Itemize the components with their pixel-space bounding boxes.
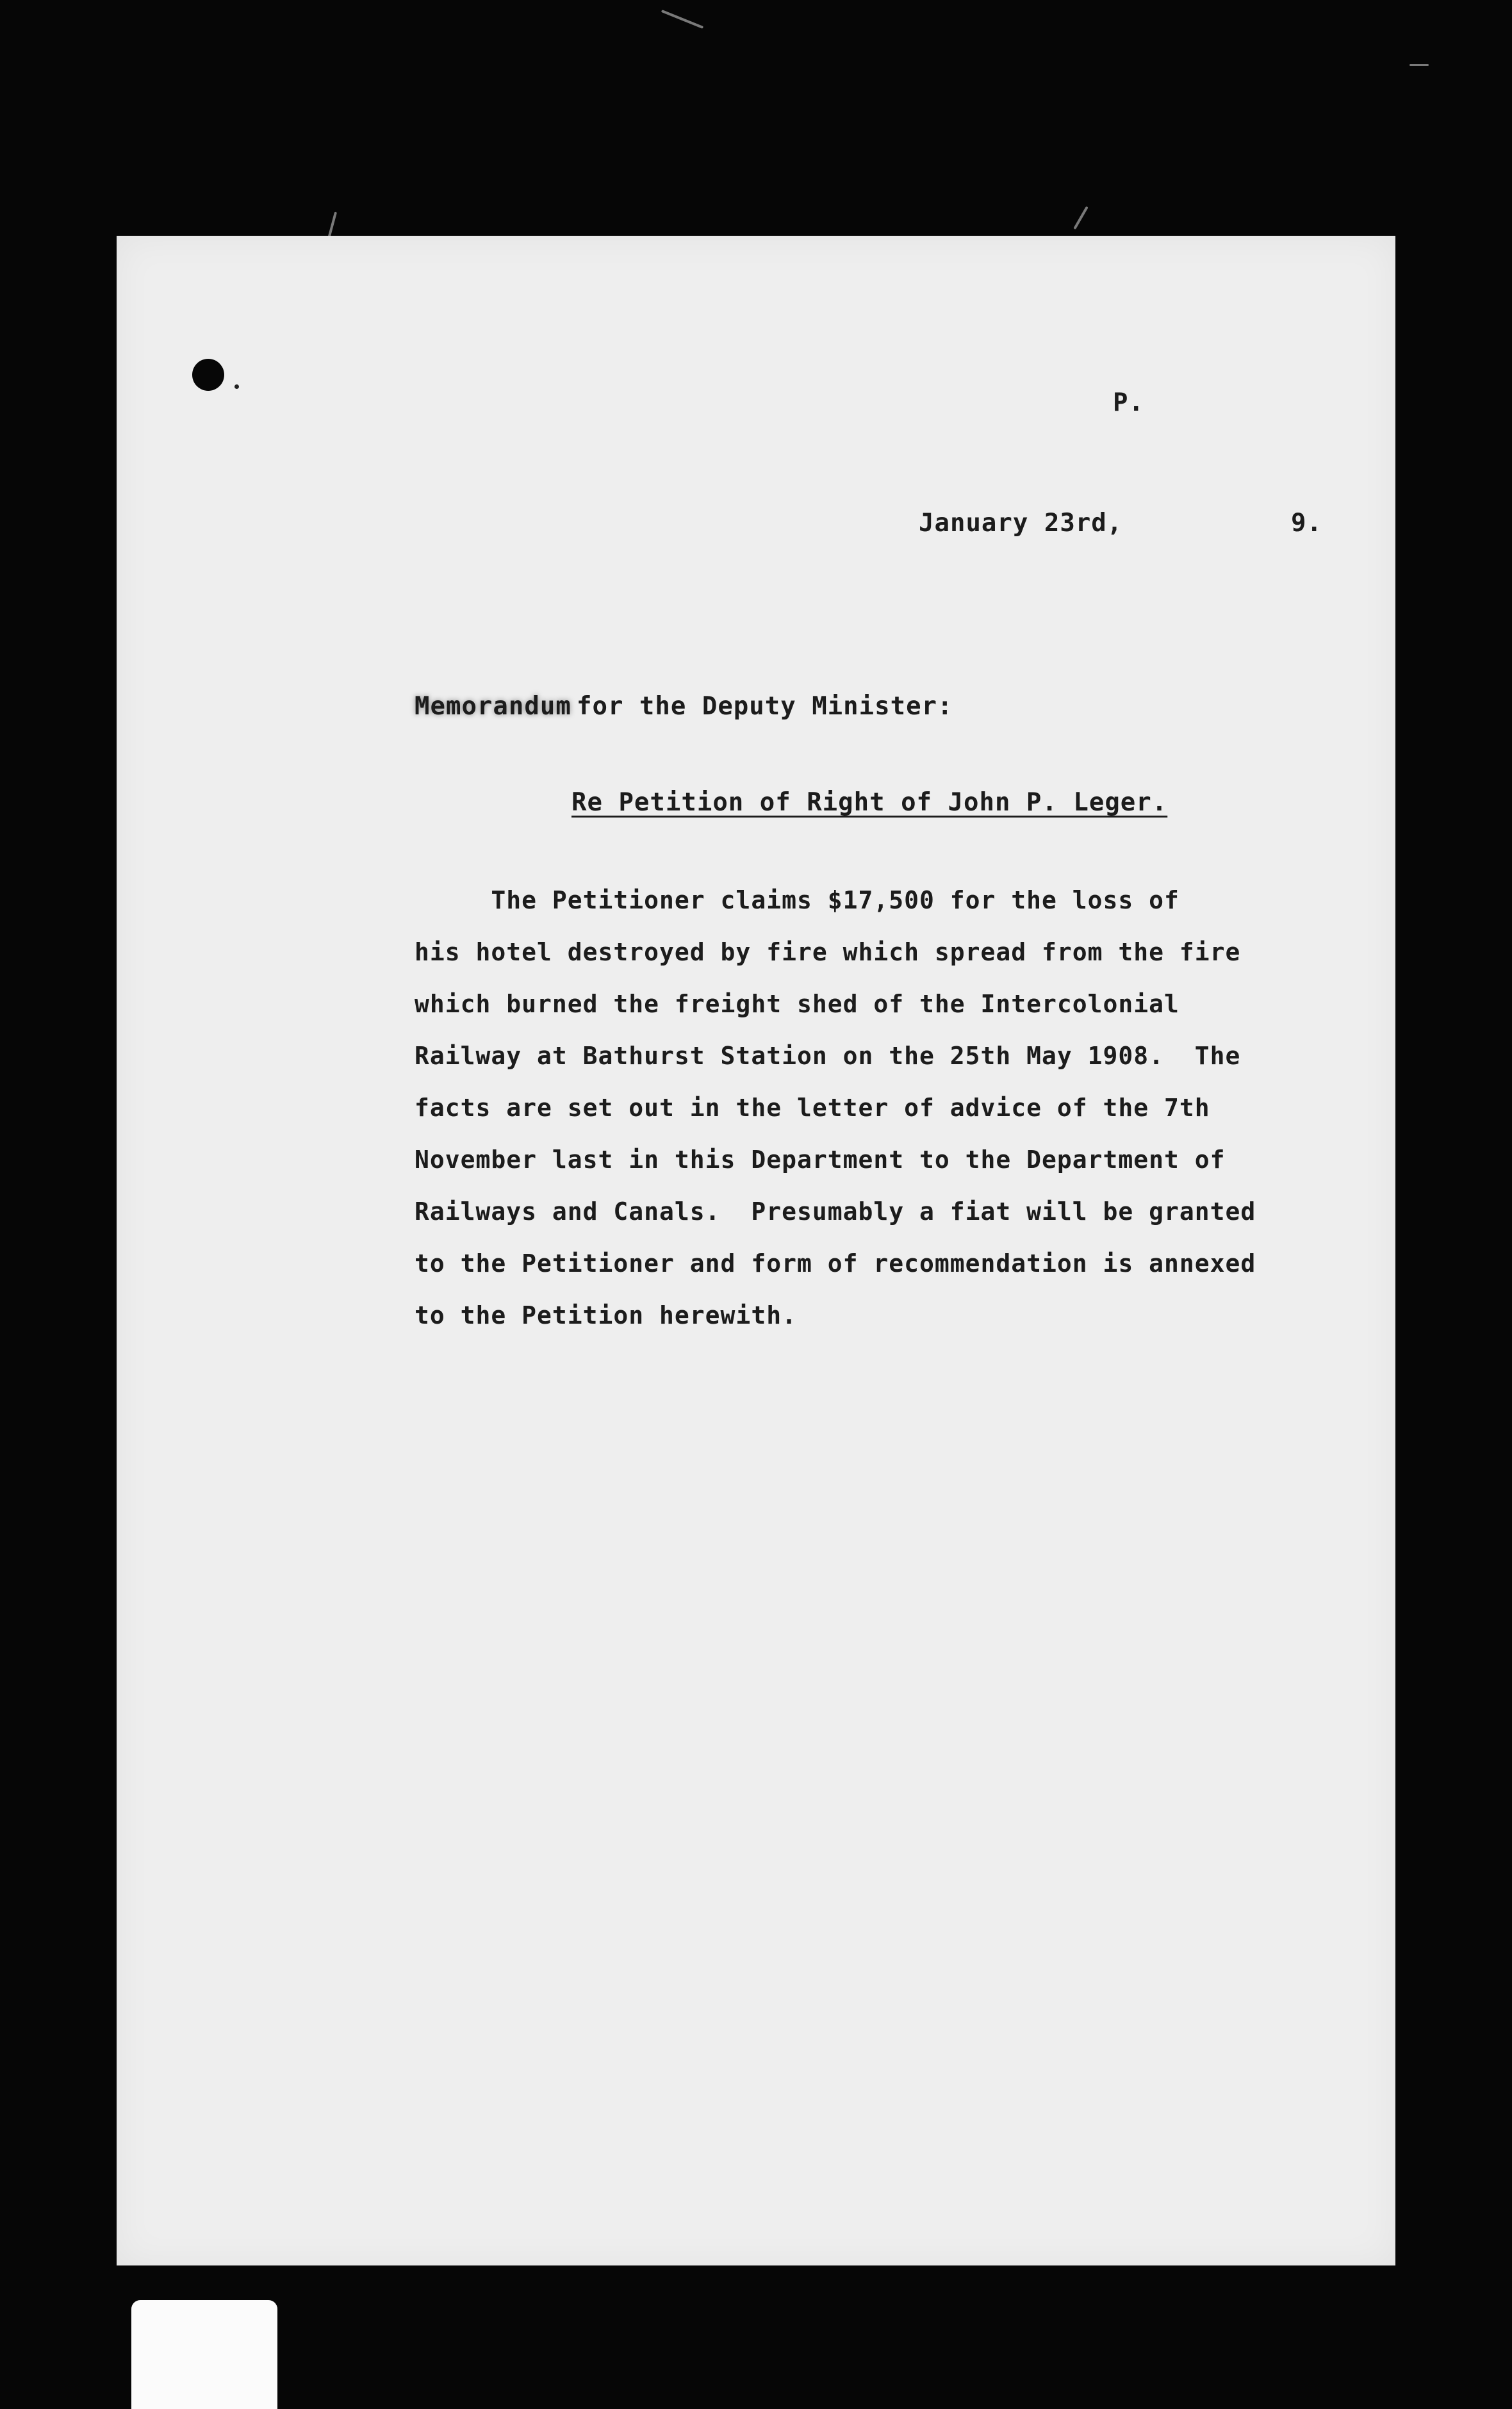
- memo-recipient: for the Deputy Minister:: [577, 692, 953, 721]
- body-line: facts are set out in the letter of advice of the 7th: [415, 1094, 1210, 1122]
- scan-scratch: [1409, 64, 1429, 66]
- document-page: [117, 236, 1395, 2265]
- document-date-number: 9.: [1291, 509, 1322, 538]
- scan-scratch: [1073, 206, 1088, 230]
- subject-line: Re Petition of Right of John P. Leger.: [571, 788, 1168, 817]
- body-line: Railways and Canals. Presumably a fiat will be granted: [415, 1197, 1256, 1226]
- body-line: to the Petition herewith.: [415, 1301, 797, 1329]
- body-line: to the Petitioner and form of recommendation is annexed: [415, 1249, 1256, 1278]
- body-line: The Petitioner claims $17,500 for the loss of: [415, 886, 1179, 914]
- body-line: his hotel destroyed by fire which spread from the fire: [415, 938, 1241, 966]
- document-date: January 23rd,: [919, 509, 1123, 538]
- body-line: Railway at Bathurst Station on the 25th May 1908. The: [415, 1042, 1241, 1070]
- scan-scratch: [661, 10, 703, 29]
- punch-hole: [192, 359, 224, 391]
- body-line: November last in this Department to the Department of: [415, 1146, 1226, 1174]
- body-line: which burned the freight shed of the Intercolonial: [415, 990, 1179, 1018]
- punch-mark: [234, 384, 239, 389]
- memo-label: Memorandum: [415, 692, 571, 721]
- paper-tab: [131, 2300, 277, 2409]
- page-mark: P.: [1113, 388, 1144, 417]
